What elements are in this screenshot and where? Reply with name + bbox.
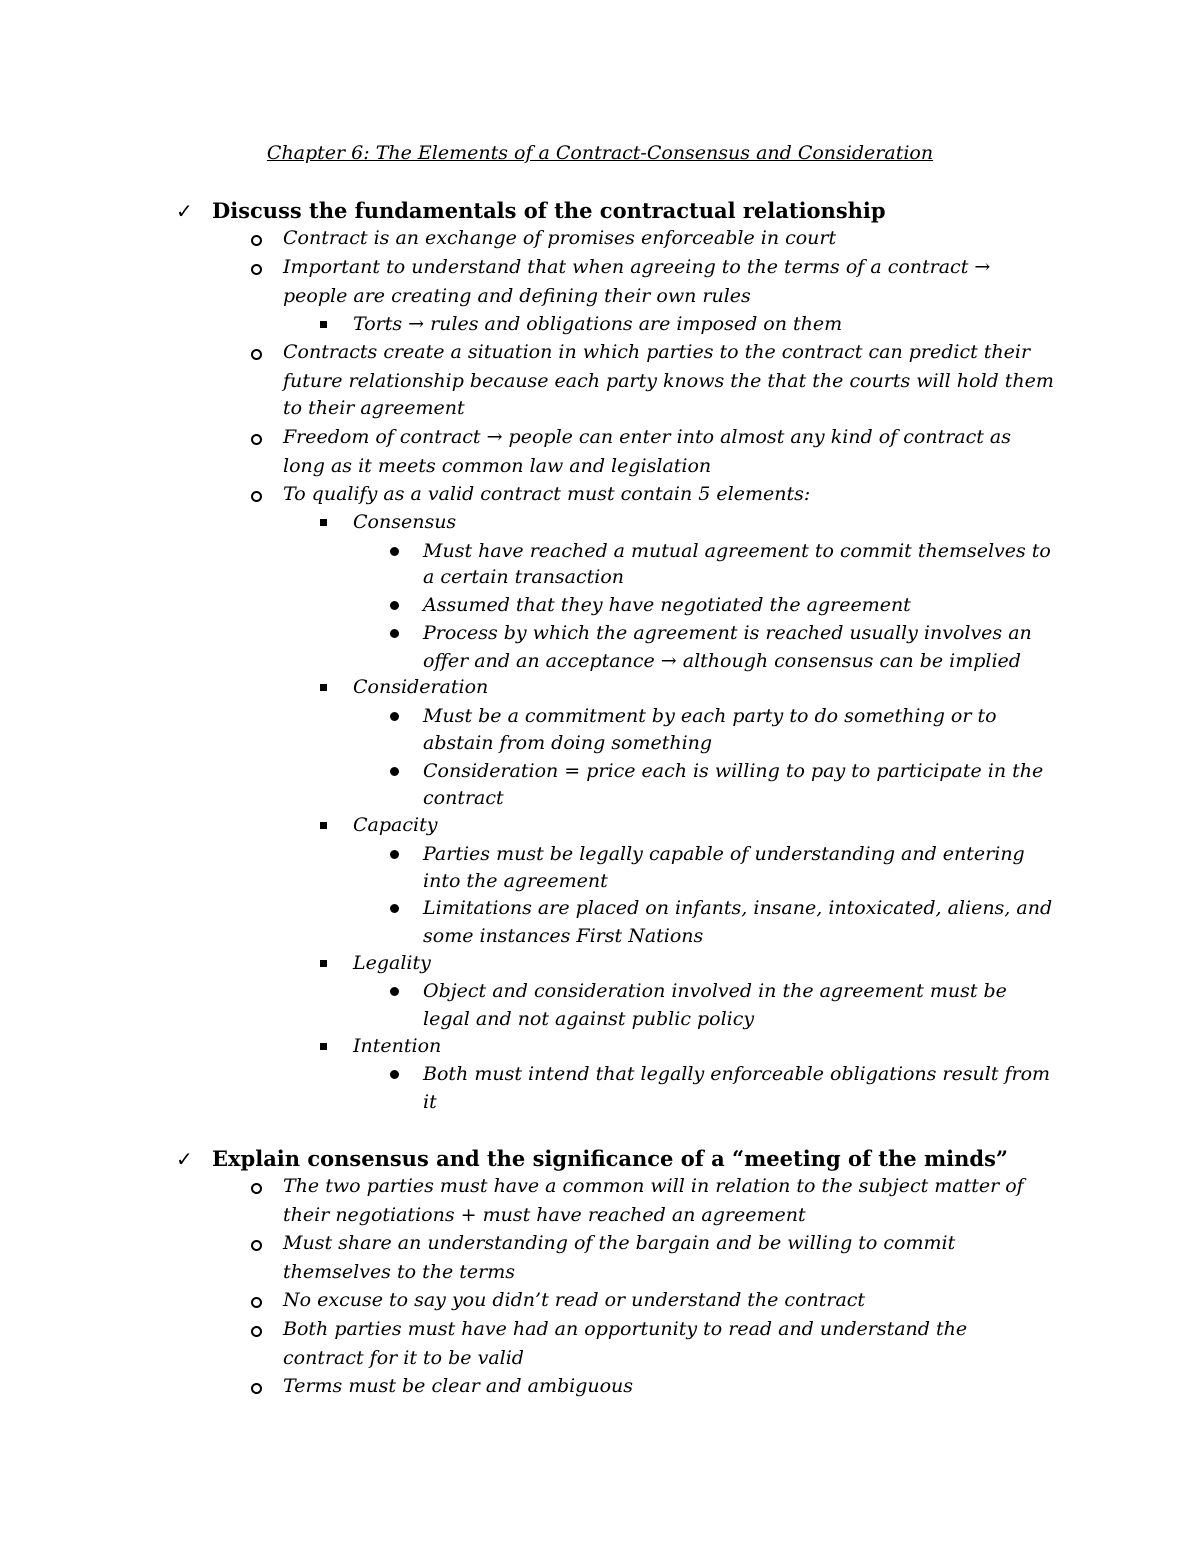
list-item-continuation: offer and an acceptance → although consensus can be implied bbox=[423, 650, 1021, 672]
circle-bullet-icon bbox=[251, 235, 262, 246]
list-item-continuation: it bbox=[423, 1091, 437, 1113]
circle-bullet-icon bbox=[251, 1240, 262, 1251]
list-item: Object and consideration involved in the agreement must be bbox=[423, 980, 1007, 1002]
list-item: Assumed that they have negotiated the agreement bbox=[423, 594, 911, 616]
list-item-continuation: contract for it to be valid bbox=[283, 1347, 524, 1369]
list-item: Capacity bbox=[353, 814, 438, 836]
list-item: Must be a commitment by each party to do something or to bbox=[423, 705, 997, 727]
circle-bullet-icon bbox=[251, 1326, 262, 1337]
dot-bullet-icon bbox=[390, 987, 399, 996]
list-item: Both must intend that legally enforceable obligations result from bbox=[423, 1063, 1051, 1085]
list-item-continuation: long as it meets common law and legislation bbox=[283, 455, 712, 477]
dot-bullet-icon bbox=[390, 1070, 399, 1079]
list-item: The two parties must have a common will in relation to the subject matter of bbox=[283, 1175, 1024, 1197]
circle-bullet-icon bbox=[251, 349, 262, 360]
list-item: Both parties must have had an opportunity to read and understand the bbox=[283, 1318, 968, 1340]
list-item-continuation: into the agreement bbox=[423, 870, 608, 892]
list-item: Limitations are placed on infants, insane, intoxicated, aliens, and bbox=[423, 897, 1053, 919]
list-item: Must have reached a mutual agreement to commit themselves to bbox=[423, 540, 1051, 562]
list-item: Parties must be legally capable of understanding and entering bbox=[423, 843, 1025, 865]
square-bullet-icon bbox=[320, 684, 327, 691]
circle-bullet-icon bbox=[251, 434, 262, 445]
list-item: No excuse to say you didn’t read or understand the contract bbox=[283, 1289, 866, 1311]
list-item-continuation: some instances First Nations bbox=[423, 925, 704, 947]
section-heading: Explain consensus and the significance of a “meeting of the minds” bbox=[212, 1146, 1008, 1171]
dot-bullet-icon bbox=[390, 904, 399, 913]
dot-bullet-icon bbox=[390, 850, 399, 859]
square-bullet-icon bbox=[320, 1043, 327, 1050]
list-item-continuation: legal and not against public policy bbox=[423, 1008, 755, 1030]
list-item: Consensus bbox=[353, 511, 457, 533]
list-item: Freedom of contract → people can enter into almost any kind of contract as bbox=[283, 426, 1012, 448]
circle-bullet-icon bbox=[251, 1183, 262, 1194]
list-item-continuation: their negotiations + must have reached an agreement bbox=[283, 1204, 806, 1226]
square-bullet-icon bbox=[320, 519, 327, 526]
list-item-continuation: abstain from doing something bbox=[423, 732, 713, 754]
list-item: Torts → rules and obligations are imposed on them bbox=[353, 313, 843, 335]
list-item-continuation: future relationship because each party knows the that the courts will hold them bbox=[283, 370, 1054, 392]
list-item: Process by which the agreement is reached usually involves an bbox=[423, 622, 1032, 644]
list-item: Must share an understanding of the bargain and be willing to commit bbox=[283, 1232, 956, 1254]
checkmark-icon: ✓ bbox=[176, 199, 193, 223]
dot-bullet-icon bbox=[390, 601, 399, 610]
list-item: Legality bbox=[353, 952, 431, 974]
document-title: Chapter 6: The Elements of a Contract-Consensus and Consideration bbox=[266, 142, 934, 164]
section-heading: Discuss the fundamentals of the contractual relationship bbox=[212, 198, 886, 223]
list-item: Consideration = price each is willing to pay to participate in the bbox=[423, 760, 1044, 782]
list-item-continuation: to their agreement bbox=[283, 397, 465, 419]
list-item: Terms must be clear and ambiguous bbox=[283, 1375, 634, 1397]
square-bullet-icon bbox=[320, 960, 327, 967]
list-item: Important to understand that when agreeing to the terms of a contract → bbox=[283, 256, 991, 278]
list-item: To qualify as a valid contract must contain 5 elements: bbox=[283, 483, 811, 505]
list-item: Consideration bbox=[353, 676, 489, 698]
dot-bullet-icon bbox=[390, 712, 399, 721]
circle-bullet-icon bbox=[251, 1383, 262, 1394]
circle-bullet-icon bbox=[251, 264, 262, 275]
checkmark-icon: ✓ bbox=[176, 1147, 193, 1171]
dot-bullet-icon bbox=[390, 767, 399, 776]
circle-bullet-icon bbox=[251, 1297, 262, 1308]
list-item: Contracts create a situation in which parties to the contract can predict their bbox=[283, 341, 1031, 363]
square-bullet-icon bbox=[320, 321, 327, 328]
list-item-continuation: a certain transaction bbox=[423, 566, 625, 588]
list-item-continuation: people are creating and defining their own rules bbox=[283, 285, 751, 307]
circle-bullet-icon bbox=[251, 491, 262, 502]
list-item: Contract is an exchange of promises enforceable in court bbox=[283, 227, 837, 249]
dot-bullet-icon bbox=[390, 547, 399, 556]
square-bullet-icon bbox=[320, 822, 327, 829]
dot-bullet-icon bbox=[390, 629, 399, 638]
list-item-continuation: themselves to the terms bbox=[283, 1261, 515, 1283]
list-item-continuation: contract bbox=[423, 787, 504, 809]
list-item: Intention bbox=[353, 1035, 442, 1057]
